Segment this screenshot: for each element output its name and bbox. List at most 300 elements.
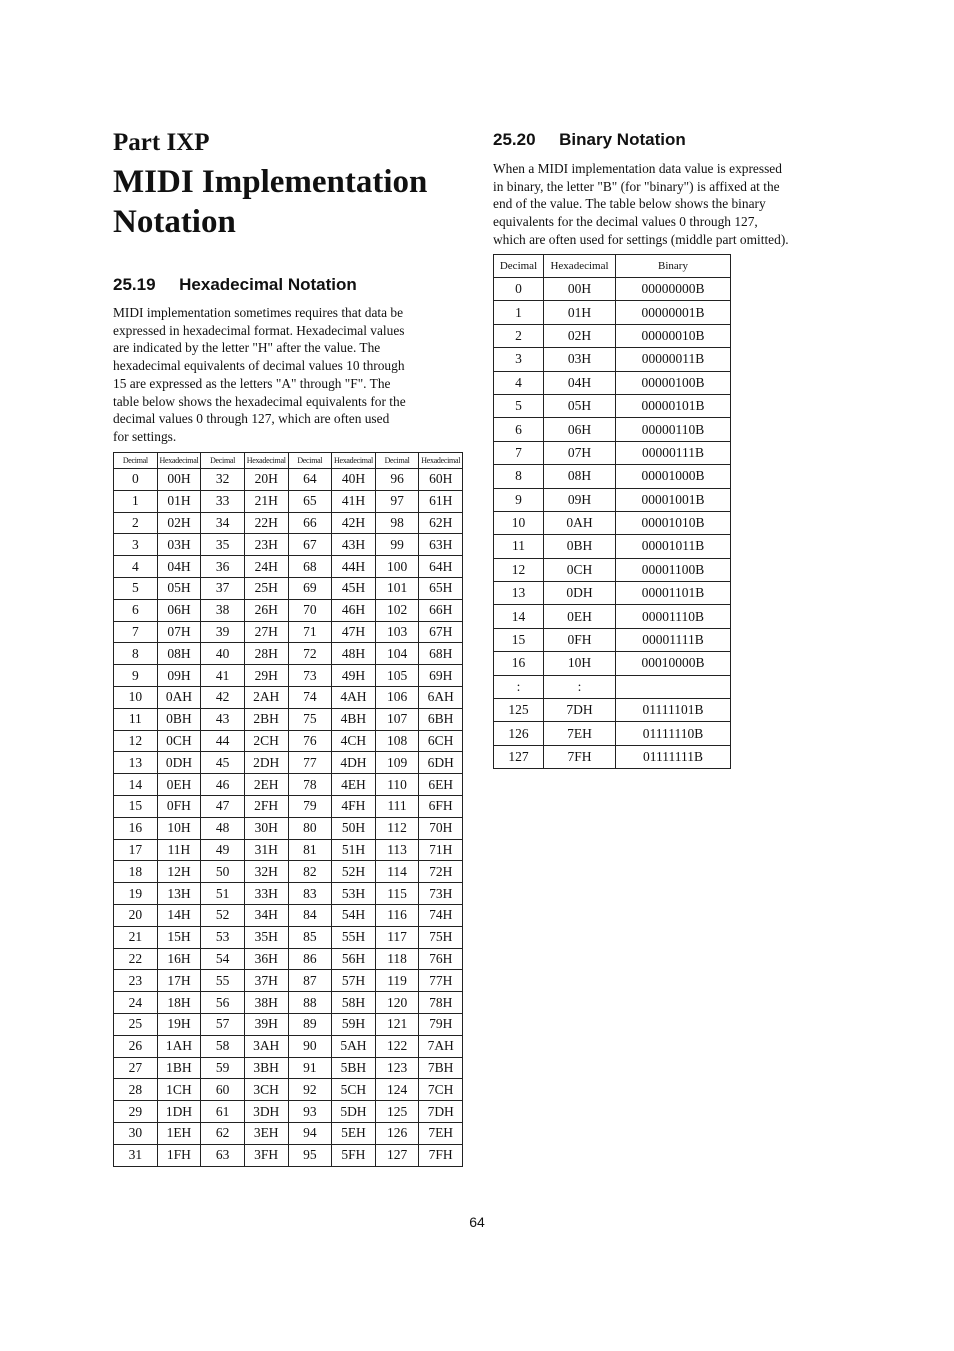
table-row	[494, 418, 731, 441]
table-cell: 78H	[419, 992, 463, 1014]
table-cell: 41	[201, 665, 245, 687]
table-cell: 69	[288, 577, 332, 599]
table-row	[114, 861, 463, 883]
table-cell: 27H	[244, 621, 288, 643]
table-cell: 71	[288, 621, 332, 643]
hex-table-body	[114, 469, 463, 1167]
table-cell: 0EH	[157, 774, 201, 796]
table-cell: 01111111B	[616, 745, 731, 768]
table-cell: 08H	[157, 643, 201, 665]
table-cell: 126	[494, 722, 544, 745]
table-cell: 0	[494, 278, 544, 301]
table-cell: 32H	[244, 861, 288, 883]
table-row	[494, 301, 731, 324]
table-cell: 22H	[244, 512, 288, 534]
table-cell: 21H	[244, 490, 288, 512]
hex-header-hexadecimal: Hexadecimal	[157, 453, 201, 469]
table-cell: 73	[288, 665, 332, 687]
table-cell: 00001010B	[616, 511, 731, 534]
table-cell: 22	[114, 948, 158, 970]
table-cell: 87	[288, 970, 332, 992]
table-cell: 118	[375, 948, 419, 970]
table-cell: 37H	[244, 970, 288, 992]
table-cell: 0DH	[157, 752, 201, 774]
table-row	[114, 1122, 463, 1144]
table-cell: 27	[114, 1057, 158, 1079]
bin-section-paragraph	[493, 160, 833, 249]
table-cell: 59	[201, 1057, 245, 1079]
table-cell: 7	[494, 441, 544, 464]
hex-paragraph-line: MIDI implementation sometimes requires that data be	[113, 305, 404, 320]
table-cell: 08H	[544, 465, 616, 488]
table-cell: 16H	[157, 948, 201, 970]
table-cell: 77H	[419, 970, 463, 992]
table-cell: 2FH	[244, 795, 288, 817]
table-cell: 127	[494, 745, 544, 768]
table-row	[114, 1057, 463, 1079]
table-cell: 00000111B	[616, 441, 731, 464]
table-cell: 8	[114, 643, 158, 665]
table-cell: 103	[375, 621, 419, 643]
table-cell: 3DH	[244, 1101, 288, 1123]
hex-paragraph-line: table below shows the hexadecimal equivalents for the	[113, 393, 406, 409]
table-cell: 38H	[244, 992, 288, 1014]
table-cell: 4AH	[332, 686, 376, 708]
table-row	[114, 817, 463, 839]
table-cell: 45	[201, 752, 245, 774]
table-cell: 24H	[244, 556, 288, 578]
table-cell: 04H	[157, 556, 201, 578]
table-cell: 00001011B	[616, 535, 731, 558]
table-cell: 7BH	[419, 1057, 463, 1079]
table-cell: 48H	[332, 643, 376, 665]
table-cell: 40	[201, 643, 245, 665]
table-cell: 10H	[544, 652, 616, 675]
table-cell: 68	[288, 556, 332, 578]
table-cell: 6CH	[419, 730, 463, 752]
table-row	[114, 1079, 463, 1101]
table-cell: 3FH	[244, 1144, 288, 1166]
table-cell: 0CH	[157, 730, 201, 752]
table-cell: 85	[288, 926, 332, 948]
table-cell: 75H	[419, 926, 463, 948]
table-cell: 89	[288, 1013, 332, 1035]
table-cell: 31	[114, 1144, 158, 1166]
page-number: 64	[469, 1214, 485, 1230]
part-label: Part IXP	[113, 129, 210, 156]
table-cell: 67H	[419, 621, 463, 643]
table-cell: 1AH	[157, 1035, 201, 1057]
table-cell: 17	[114, 839, 158, 861]
table-cell: 1CH	[157, 1079, 201, 1101]
table-cell: 66	[288, 512, 332, 534]
hex-header-hexadecimal: Hexadecimal	[419, 453, 463, 469]
table-cell: 01H	[544, 301, 616, 324]
table-cell: 5FH	[332, 1144, 376, 1166]
hex-paragraph-line: are indicated by the letter "H" after the value. The	[113, 340, 381, 356]
bin-table-header-row	[494, 255, 731, 278]
table-cell: 94	[288, 1122, 332, 1144]
table-cell: 82	[288, 861, 332, 883]
table-cell: 58H	[332, 992, 376, 1014]
table-cell: 104	[375, 643, 419, 665]
table-cell: 7EH	[419, 1122, 463, 1144]
table-cell: 49H	[332, 665, 376, 687]
table-cell: 11	[494, 535, 544, 558]
table-cell: 65	[288, 490, 332, 512]
table-cell: 15	[494, 628, 544, 651]
table-cell: 13H	[157, 883, 201, 905]
table-cell: 91	[288, 1057, 332, 1079]
table-cell: 51	[201, 883, 245, 905]
table-cell: 124	[375, 1079, 419, 1101]
table-cell: 02H	[157, 512, 201, 534]
table-cell: 108	[375, 730, 419, 752]
table-cell: 47H	[332, 621, 376, 643]
table-cell: 53	[201, 926, 245, 948]
table-cell: 4	[114, 556, 158, 578]
table-cell: 43	[201, 708, 245, 730]
table-cell: 74H	[419, 904, 463, 926]
table-cell: 76H	[419, 948, 463, 970]
table-cell: 110	[375, 774, 419, 796]
table-cell: 2CH	[244, 730, 288, 752]
table-cell: 64H	[419, 556, 463, 578]
table-row	[494, 465, 731, 488]
table-cell	[616, 675, 731, 698]
hex-table-header-row	[114, 453, 463, 469]
bin-header-decimal: Decimal	[494, 255, 544, 278]
table-cell: 0	[114, 469, 158, 491]
hex-paragraph-line: decimal values 0 through 127, which are often used	[113, 411, 390, 427]
table-cell: 13	[494, 582, 544, 605]
table-cell: 98	[375, 512, 419, 534]
table-cell: 54H	[332, 904, 376, 926]
table-row	[114, 730, 463, 752]
table-cell: 4EH	[332, 774, 376, 796]
table-cell: 72H	[419, 861, 463, 883]
table-cell: 67	[288, 534, 332, 556]
table-cell: 00000000B	[616, 278, 731, 301]
table-cell: 03H	[544, 348, 616, 371]
table-cell: 2EH	[244, 774, 288, 796]
table-cell: 101	[375, 577, 419, 599]
table-cell: 7AH	[419, 1035, 463, 1057]
table-row	[494, 628, 731, 651]
table-cell: 24	[114, 992, 158, 1014]
table-cell: 41H	[332, 490, 376, 512]
table-row	[114, 883, 463, 905]
page-title-line-2: Notation	[113, 204, 236, 240]
table-cell: 00001101B	[616, 582, 731, 605]
table-cell: 0FH	[544, 628, 616, 651]
bin-header-binary: Binary	[616, 255, 731, 278]
table-row	[114, 469, 463, 491]
table-cell: 09H	[544, 488, 616, 511]
table-row	[494, 675, 731, 698]
table-cell: 0EH	[544, 605, 616, 628]
table-row	[114, 512, 463, 534]
table-cell: 97	[375, 490, 419, 512]
table-cell: 3EH	[244, 1122, 288, 1144]
left-column	[113, 128, 465, 446]
table-cell: 7	[114, 621, 158, 643]
binary-table	[493, 254, 731, 769]
table-cell: 33H	[244, 883, 288, 905]
table-cell: 90	[288, 1035, 332, 1057]
table-cell: 62	[201, 1122, 245, 1144]
table-cell: 13	[114, 752, 158, 774]
table-cell: 68H	[419, 643, 463, 665]
table-row	[114, 534, 463, 556]
table-cell: 7EH	[544, 722, 616, 745]
table-cell: 49	[201, 839, 245, 861]
table-cell: 126	[375, 1122, 419, 1144]
table-cell: 37	[201, 577, 245, 599]
table-cell: 107	[375, 708, 419, 730]
table-row	[114, 599, 463, 621]
hex-header-decimal: Decimal	[288, 453, 332, 469]
table-cell: 102	[375, 599, 419, 621]
table-row	[494, 488, 731, 511]
table-cell: 00001000B	[616, 465, 731, 488]
hex-table	[113, 452, 463, 1167]
table-cell: 21	[114, 926, 158, 948]
table-cell: 92	[288, 1079, 332, 1101]
table-cell: 1DH	[157, 1101, 201, 1123]
table-cell: 00H	[544, 278, 616, 301]
table-cell: 39H	[244, 1013, 288, 1035]
bin-paragraph-line: When a MIDI implementation data value is expressed	[493, 161, 782, 176]
table-row	[494, 745, 731, 768]
table-cell: 4CH	[332, 730, 376, 752]
table-cell: 1EH	[157, 1122, 201, 1144]
table-cell: 4FH	[332, 795, 376, 817]
table-cell: 70H	[419, 817, 463, 839]
table-cell: 07H	[157, 621, 201, 643]
table-cell: 93	[288, 1101, 332, 1123]
table-cell: 02H	[544, 324, 616, 347]
table-cell: 6BH	[419, 708, 463, 730]
table-cell: 33	[201, 490, 245, 512]
table-row	[494, 605, 731, 628]
table-cell: 4BH	[332, 708, 376, 730]
table-cell: 75	[288, 708, 332, 730]
table-cell: 121	[375, 1013, 419, 1035]
table-cell: 17H	[157, 970, 201, 992]
table-row	[494, 582, 731, 605]
table-cell: 127	[375, 1144, 419, 1166]
table-cell: 35H	[244, 926, 288, 948]
table-cell: 52H	[332, 861, 376, 883]
table-cell: 111	[375, 795, 419, 817]
table-cell: 2	[114, 512, 158, 534]
table-cell: 0AH	[544, 511, 616, 534]
table-cell: 0BH	[157, 708, 201, 730]
table-cell: 12H	[157, 861, 201, 883]
table-row	[114, 708, 463, 730]
table-cell: 4DH	[332, 752, 376, 774]
table-row	[114, 556, 463, 578]
table-cell: 83	[288, 883, 332, 905]
table-cell: 9	[494, 488, 544, 511]
hex-paragraph-line: hexadecimal equivalents of decimal values 10 through	[113, 358, 405, 374]
table-cell: 46	[201, 774, 245, 796]
hex-section-paragraph	[113, 304, 465, 446]
table-cell: 35	[201, 534, 245, 556]
table-row	[114, 577, 463, 599]
table-cell: 57	[201, 1013, 245, 1035]
table-cell: 100	[375, 556, 419, 578]
table-cell: 63	[201, 1144, 245, 1166]
table-cell: 120	[375, 992, 419, 1014]
table-cell: 5DH	[332, 1101, 376, 1123]
table-cell: 09H	[157, 665, 201, 687]
table-cell: 18H	[157, 992, 201, 1014]
bin-paragraph-line: end of the value. The table below shows the binary	[493, 196, 766, 212]
table-cell: 1FH	[157, 1144, 201, 1166]
hex-header-decimal: Decimal	[375, 453, 419, 469]
table-cell: 105	[375, 665, 419, 687]
table-cell: 10H	[157, 817, 201, 839]
table-cell: 3	[494, 348, 544, 371]
table-cell: 72	[288, 643, 332, 665]
table-cell: 109	[375, 752, 419, 774]
table-cell: 86	[288, 948, 332, 970]
table-cell: 55	[201, 970, 245, 992]
table-cell: 6AH	[419, 686, 463, 708]
table-cell: 60H	[419, 469, 463, 491]
table-cell: 05H	[157, 577, 201, 599]
table-cell: 6FH	[419, 795, 463, 817]
table-cell: 114	[375, 861, 419, 883]
table-cell: 04H	[544, 371, 616, 394]
table-cell: 16	[114, 817, 158, 839]
table-cell: 81	[288, 839, 332, 861]
table-cell: 69H	[419, 665, 463, 687]
table-cell: 00000101B	[616, 394, 731, 417]
table-cell: 10	[114, 686, 158, 708]
table-cell: 29H	[244, 665, 288, 687]
table-cell: 05H	[544, 394, 616, 417]
table-cell: 1	[494, 301, 544, 324]
table-cell: 44H	[332, 556, 376, 578]
table-cell: 14	[494, 605, 544, 628]
table-cell: 112	[375, 817, 419, 839]
table-row	[494, 441, 731, 464]
table-cell: 19	[114, 883, 158, 905]
table-cell: 8	[494, 465, 544, 488]
table-cell: 36H	[244, 948, 288, 970]
table-row	[114, 992, 463, 1014]
table-cell: 52	[201, 904, 245, 926]
table-cell: :	[544, 675, 616, 698]
table-cell: 14H	[157, 904, 201, 926]
hex-paragraph-line: expressed in hexadecimal format. Hexadecimal values	[113, 322, 405, 338]
table-cell: 80	[288, 817, 332, 839]
table-row	[114, 490, 463, 512]
table-cell: 2AH	[244, 686, 288, 708]
table-cell: 56	[201, 992, 245, 1014]
bin-header-hexadecimal: Hexadecimal	[544, 255, 616, 278]
table-cell: 12	[494, 558, 544, 581]
table-cell: 3	[114, 534, 158, 556]
table-cell: 7DH	[544, 699, 616, 722]
page-title	[113, 162, 465, 242]
table-cell: 39	[201, 621, 245, 643]
table-cell: 10	[494, 511, 544, 534]
table-cell: 76	[288, 730, 332, 752]
table-cell: 50H	[332, 817, 376, 839]
table-cell: 51H	[332, 839, 376, 861]
hex-header-decimal: Decimal	[114, 453, 158, 469]
table-cell: 29	[114, 1101, 158, 1123]
right-column	[493, 130, 833, 249]
table-cell: 3BH	[244, 1057, 288, 1079]
table-cell: 12	[114, 730, 158, 752]
table-cell: 113	[375, 839, 419, 861]
table-cell: 53H	[332, 883, 376, 905]
table-cell: 42	[201, 686, 245, 708]
table-cell: 19H	[157, 1013, 201, 1035]
table-cell: 78	[288, 774, 332, 796]
table-cell: 55H	[332, 926, 376, 948]
table-cell: 00000010B	[616, 324, 731, 347]
table-row	[114, 904, 463, 926]
table-cell: 01111110B	[616, 722, 731, 745]
table-cell: 115	[375, 883, 419, 905]
table-cell: 5AH	[332, 1035, 376, 1057]
table-cell: 116	[375, 904, 419, 926]
table-cell: 00000110B	[616, 418, 731, 441]
table-cell: 6	[494, 418, 544, 441]
table-cell: 34H	[244, 904, 288, 926]
table-cell: 25	[114, 1013, 158, 1035]
table-row	[494, 699, 731, 722]
table-cell: 99	[375, 534, 419, 556]
table-cell: 6	[114, 599, 158, 621]
table-cell: 7FH	[419, 1144, 463, 1166]
table-row	[114, 1035, 463, 1057]
table-row	[114, 948, 463, 970]
table-cell: 0AH	[157, 686, 201, 708]
table-cell: 00000001B	[616, 301, 731, 324]
table-cell: 0FH	[157, 795, 201, 817]
table-cell: 07H	[544, 441, 616, 464]
table-row	[494, 511, 731, 534]
table-cell: 34	[201, 512, 245, 534]
table-cell: 88	[288, 992, 332, 1014]
table-cell: 61H	[419, 490, 463, 512]
table-cell: 106	[375, 686, 419, 708]
table-cell: 46H	[332, 599, 376, 621]
table-cell: 00000100B	[616, 371, 731, 394]
table-cell: 00001110B	[616, 605, 731, 628]
table-cell: 4	[494, 371, 544, 394]
hex-section-heading: 25.19 Hexadecimal Notation	[113, 275, 357, 294]
table-cell: 20H	[244, 469, 288, 491]
table-cell: 79	[288, 795, 332, 817]
binary-table-body	[494, 278, 731, 769]
table-cell: 31H	[244, 839, 288, 861]
table-row	[114, 1144, 463, 1166]
table-row	[114, 839, 463, 861]
table-cell: 0DH	[544, 582, 616, 605]
table-cell: 3CH	[244, 1079, 288, 1101]
table-cell: 03H	[157, 534, 201, 556]
table-cell: 00001111B	[616, 628, 731, 651]
table-cell: 28H	[244, 643, 288, 665]
